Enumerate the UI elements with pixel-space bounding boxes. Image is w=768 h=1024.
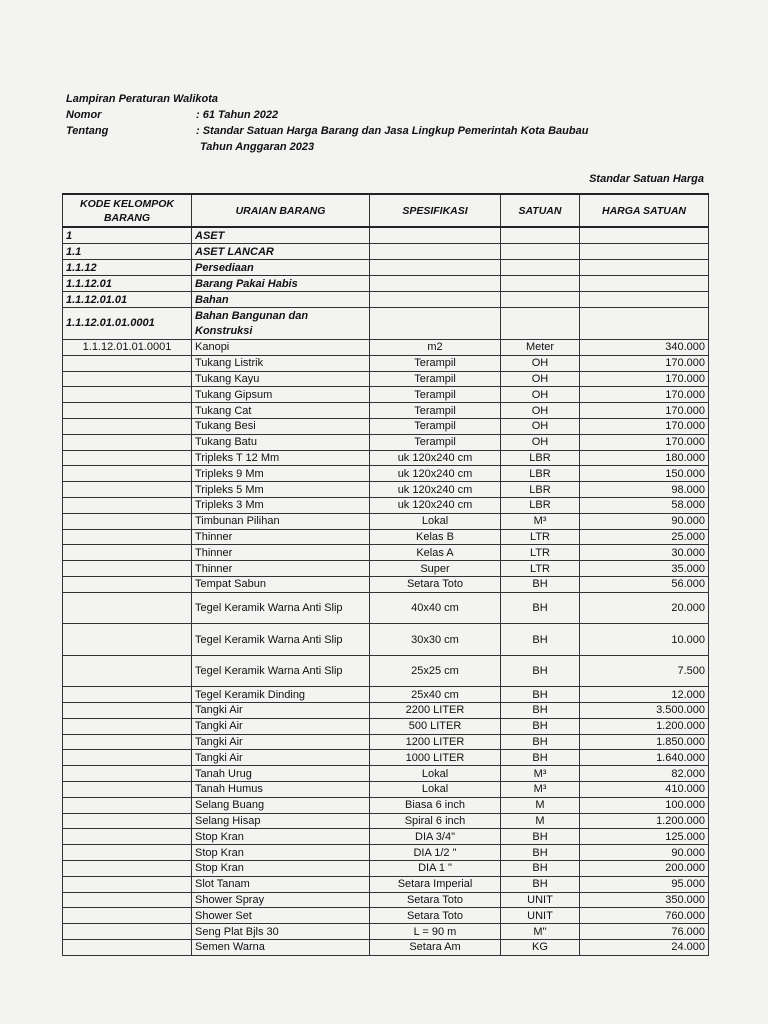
item-satuan: OH bbox=[501, 403, 580, 419]
item-uraian: Tangki Air bbox=[192, 703, 370, 719]
nomor-label: Nomor bbox=[66, 109, 102, 121]
item-uraian: Tegel Keramik Dinding bbox=[192, 687, 370, 703]
item-harga: 1.200.000 bbox=[580, 718, 709, 734]
item-spesifikasi: Setara Am bbox=[370, 940, 501, 956]
table-row bbox=[63, 766, 709, 782]
table-row bbox=[63, 434, 709, 450]
item-harga: 3.500.000 bbox=[580, 703, 709, 719]
item-harga: 200.000 bbox=[580, 861, 709, 877]
item-uraian: Seng Plat Bjls 30 bbox=[192, 924, 370, 940]
item-satuan: OH bbox=[501, 434, 580, 450]
tentang-value-2: Tahun Anggaran 2023 bbox=[200, 141, 315, 153]
group-kode: 1.1 bbox=[63, 244, 192, 260]
table-row bbox=[63, 513, 709, 529]
item-satuan: BH bbox=[501, 734, 580, 750]
item-kode bbox=[63, 482, 192, 498]
item-uraian: Stop Kran bbox=[192, 845, 370, 861]
item-spesifikasi: DIA 1/2 " bbox=[370, 845, 501, 861]
item-uraian: Tripleks 9 Mm bbox=[192, 466, 370, 482]
item-kode bbox=[63, 513, 192, 529]
item-satuan: BH bbox=[501, 687, 580, 703]
item-harga: 90.000 bbox=[580, 845, 709, 861]
table-row bbox=[63, 355, 709, 371]
item-spesifikasi: Biasa 6 inch bbox=[370, 797, 501, 813]
item-harga: 170.000 bbox=[580, 434, 709, 450]
item-uraian: Tukang Besi bbox=[192, 418, 370, 434]
header-line-tahun bbox=[66, 139, 588, 155]
table-row bbox=[63, 561, 709, 577]
table-row bbox=[63, 687, 709, 703]
item-spesifikasi: 25x40 cm bbox=[370, 687, 501, 703]
group-kode: 1.1.12.01 bbox=[63, 276, 192, 292]
item-harga: 1.850.000 bbox=[580, 734, 709, 750]
group-uraian: Bahan Bangunan dan Konstruksi bbox=[192, 308, 370, 340]
group-row bbox=[63, 227, 709, 244]
table-row bbox=[63, 813, 709, 829]
document-header bbox=[66, 91, 588, 155]
item-spesifikasi: Terampil bbox=[370, 387, 501, 403]
item-satuan: LBR bbox=[501, 466, 580, 482]
item-uraian: Tukang Batu bbox=[192, 434, 370, 450]
item-spesifikasi: Setara Imperial bbox=[370, 876, 501, 892]
table-header-row bbox=[63, 194, 709, 227]
item-satuan: BH bbox=[501, 576, 580, 592]
item-spesifikasi: 1200 LITER bbox=[370, 734, 501, 750]
item-kode bbox=[63, 924, 192, 940]
item-satuan: UNIT bbox=[501, 892, 580, 908]
table-row bbox=[63, 529, 709, 545]
item-spesifikasi: Lokal bbox=[370, 513, 501, 529]
table-row bbox=[63, 750, 709, 766]
group-uraian: Persediaan bbox=[192, 260, 370, 276]
item-uraian: Tripleks 3 Mm bbox=[192, 497, 370, 513]
item-spesifikasi: DIA 1 " bbox=[370, 861, 501, 877]
item-satuan: BH bbox=[501, 876, 580, 892]
item-spesifikasi: 1000 LITER bbox=[370, 750, 501, 766]
item-uraian: Timbunan Pilihan bbox=[192, 513, 370, 529]
item-uraian: Stop Kran bbox=[192, 861, 370, 877]
item-uraian: Thinner bbox=[192, 561, 370, 577]
item-spesifikasi: Setara Toto bbox=[370, 576, 501, 592]
item-kode bbox=[63, 403, 192, 419]
item-spesifikasi: uk 120x240 cm bbox=[370, 466, 501, 482]
item-spesifikasi: Terampil bbox=[370, 403, 501, 419]
table-row bbox=[63, 387, 709, 403]
item-satuan: BH bbox=[501, 655, 580, 687]
table-row bbox=[63, 403, 709, 419]
item-satuan: M³ bbox=[501, 782, 580, 798]
group-kode: 1.1.12.01.01 bbox=[63, 292, 192, 308]
group-uraian: ASET LANCAR bbox=[192, 244, 370, 260]
item-satuan: BH bbox=[501, 829, 580, 845]
item-kode bbox=[63, 450, 192, 466]
item-spesifikasi: Terampil bbox=[370, 355, 501, 371]
item-spesifikasi: Setara Toto bbox=[370, 908, 501, 924]
group-row bbox=[63, 308, 709, 340]
table-row bbox=[63, 797, 709, 813]
item-uraian: Tegel Keramik Warna Anti Slip bbox=[192, 592, 370, 624]
item-kode bbox=[63, 466, 192, 482]
item-satuan: BH bbox=[501, 845, 580, 861]
item-harga: 170.000 bbox=[580, 418, 709, 434]
table-row bbox=[63, 892, 709, 908]
table-row bbox=[63, 340, 709, 356]
item-uraian: Slot Tanam bbox=[192, 876, 370, 892]
table-row bbox=[63, 845, 709, 861]
item-spesifikasi: Super bbox=[370, 561, 501, 577]
tentang-value: : Standar Satuan Harga Barang dan Jasa Lingkup Pemerintah Kota Baubau bbox=[196, 125, 589, 137]
item-satuan: M bbox=[501, 813, 580, 829]
table-row bbox=[63, 371, 709, 387]
item-uraian: Tangki Air bbox=[192, 750, 370, 766]
header-lampiran-text: Lampiran Peraturan Walikota bbox=[66, 93, 219, 105]
item-satuan: BH bbox=[501, 718, 580, 734]
item-spesifikasi: Spiral 6 inch bbox=[370, 813, 501, 829]
group-uraian: Bahan bbox=[192, 292, 370, 308]
item-kode bbox=[63, 703, 192, 719]
item-harga: 56.000 bbox=[580, 576, 709, 592]
item-harga: 150.000 bbox=[580, 466, 709, 482]
item-spesifikasi: 2200 LITER bbox=[370, 703, 501, 719]
table-row bbox=[63, 576, 709, 592]
item-kode bbox=[63, 418, 192, 434]
item-satuan: BH bbox=[501, 750, 580, 766]
nomor-value: : 61 Tahun 2022 bbox=[196, 109, 279, 121]
item-spesifikasi: Lokal bbox=[370, 782, 501, 798]
item-satuan: BH bbox=[501, 624, 580, 656]
tentang-label: Tentang bbox=[66, 125, 109, 137]
item-spesifikasi: uk 120x240 cm bbox=[370, 482, 501, 498]
item-satuan: LBR bbox=[501, 497, 580, 513]
price-table bbox=[62, 193, 709, 956]
item-kode: 1.1.12.01.01.0001 bbox=[63, 340, 192, 356]
item-satuan: LBR bbox=[501, 482, 580, 498]
table-row bbox=[63, 718, 709, 734]
item-uraian: Selang Buang bbox=[192, 797, 370, 813]
table-row bbox=[63, 497, 709, 513]
item-harga: 58.000 bbox=[580, 497, 709, 513]
item-harga: 170.000 bbox=[580, 387, 709, 403]
item-satuan: M bbox=[501, 797, 580, 813]
item-harga: 30.000 bbox=[580, 545, 709, 561]
item-satuan: M'' bbox=[501, 924, 580, 940]
item-satuan: OH bbox=[501, 418, 580, 434]
item-kode bbox=[63, 908, 192, 924]
item-spesifikasi: DIA 3/4" bbox=[370, 829, 501, 845]
header-line-nomor bbox=[66, 107, 588, 123]
col-header-satuan: SATUAN bbox=[501, 194, 580, 227]
item-spesifikasi: uk 120x240 cm bbox=[370, 450, 501, 466]
item-kode bbox=[63, 387, 192, 403]
item-kode bbox=[63, 545, 192, 561]
item-kode bbox=[63, 529, 192, 545]
item-uraian: Tangki Air bbox=[192, 734, 370, 750]
col-header-harga: HARGA SATUAN bbox=[580, 194, 709, 227]
item-uraian: Tanah Humus bbox=[192, 782, 370, 798]
item-kode bbox=[63, 876, 192, 892]
item-spesifikasi: Lokal bbox=[370, 766, 501, 782]
table-row bbox=[63, 876, 709, 892]
item-harga: 24.000 bbox=[580, 940, 709, 956]
item-kode bbox=[63, 845, 192, 861]
item-harga: 25.000 bbox=[580, 529, 709, 545]
item-uraian: Kanopi bbox=[192, 340, 370, 356]
item-satuan: OH bbox=[501, 371, 580, 387]
item-uraian: Tempat Sabun bbox=[192, 576, 370, 592]
item-harga: 12.000 bbox=[580, 687, 709, 703]
item-spesifikasi: m2 bbox=[370, 340, 501, 356]
item-spesifikasi: L = 90 m bbox=[370, 924, 501, 940]
item-uraian: Semen Warna bbox=[192, 940, 370, 956]
item-kode bbox=[63, 892, 192, 908]
group-kode: 1.1.12 bbox=[63, 260, 192, 276]
item-spesifikasi: Terampil bbox=[370, 371, 501, 387]
item-uraian: Selang Hisap bbox=[192, 813, 370, 829]
item-spesifikasi: uk 120x240 cm bbox=[370, 497, 501, 513]
item-satuan: BH bbox=[501, 592, 580, 624]
item-spesifikasi: Terampil bbox=[370, 418, 501, 434]
item-kode bbox=[63, 829, 192, 845]
item-spesifikasi: Terampil bbox=[370, 434, 501, 450]
item-harga: 1.640.000 bbox=[580, 750, 709, 766]
col-header-spesifikasi: SPESIFIKASI bbox=[370, 194, 501, 227]
table-row bbox=[63, 908, 709, 924]
item-harga: 7.500 bbox=[580, 655, 709, 687]
item-uraian: Shower Spray bbox=[192, 892, 370, 908]
item-harga: 82.000 bbox=[580, 766, 709, 782]
item-kode bbox=[63, 734, 192, 750]
item-satuan: LTR bbox=[501, 545, 580, 561]
table-row bbox=[63, 734, 709, 750]
table-row bbox=[63, 861, 709, 877]
item-uraian: Tegel Keramik Warna Anti Slip bbox=[192, 655, 370, 687]
item-uraian: Tripleks 5 Mm bbox=[192, 482, 370, 498]
item-satuan: OH bbox=[501, 387, 580, 403]
item-harga: 90.000 bbox=[580, 513, 709, 529]
item-satuan: LBR bbox=[501, 450, 580, 466]
group-row bbox=[63, 260, 709, 276]
item-spesifikasi: Kelas B bbox=[370, 529, 501, 545]
item-harga: 76.000 bbox=[580, 924, 709, 940]
item-kode bbox=[63, 624, 192, 656]
item-harga: 170.000 bbox=[580, 371, 709, 387]
table-row bbox=[63, 624, 709, 656]
item-uraian: Tanah Urug bbox=[192, 766, 370, 782]
item-satuan: BH bbox=[501, 703, 580, 719]
item-spesifikasi: 25x25 cm bbox=[370, 655, 501, 687]
header-line-tentang bbox=[66, 123, 588, 139]
table-row bbox=[63, 655, 709, 687]
item-spesifikasi: Kelas A bbox=[370, 545, 501, 561]
table-row bbox=[63, 940, 709, 956]
item-harga: 170.000 bbox=[580, 355, 709, 371]
table-row bbox=[63, 450, 709, 466]
item-satuan: LTR bbox=[501, 561, 580, 577]
table-row bbox=[63, 829, 709, 845]
item-kode bbox=[63, 497, 192, 513]
item-harga: 760.000 bbox=[580, 908, 709, 924]
table-row bbox=[63, 924, 709, 940]
item-satuan: LTR bbox=[501, 529, 580, 545]
item-uraian: Tukang Cat bbox=[192, 403, 370, 419]
item-kode bbox=[63, 655, 192, 687]
item-harga: 98.000 bbox=[580, 482, 709, 498]
group-kode: 1 bbox=[63, 227, 192, 244]
table-row bbox=[63, 482, 709, 498]
col-header-uraian: URAIAN BARANG bbox=[192, 194, 370, 227]
item-satuan: Meter bbox=[501, 340, 580, 356]
item-uraian: Tukang Kayu bbox=[192, 371, 370, 387]
item-spesifikasi: Setara Toto bbox=[370, 892, 501, 908]
item-uraian: Thinner bbox=[192, 545, 370, 561]
item-harga: 35.000 bbox=[580, 561, 709, 577]
item-kode bbox=[63, 371, 192, 387]
col-header-kode: KODE KELOMPOK BARANG bbox=[63, 194, 192, 227]
group-uraian: Barang Pakai Habis bbox=[192, 276, 370, 292]
item-satuan: M³ bbox=[501, 513, 580, 529]
item-harga: 340.000 bbox=[580, 340, 709, 356]
item-harga: 95.000 bbox=[580, 876, 709, 892]
group-row bbox=[63, 292, 709, 308]
item-kode bbox=[63, 355, 192, 371]
item-kode bbox=[63, 750, 192, 766]
item-harga: 410.000 bbox=[580, 782, 709, 798]
item-satuan: KG bbox=[501, 940, 580, 956]
item-satuan: OH bbox=[501, 355, 580, 371]
table-row bbox=[63, 782, 709, 798]
item-kode bbox=[63, 782, 192, 798]
item-satuan: BH bbox=[501, 861, 580, 877]
item-kode bbox=[63, 861, 192, 877]
item-spesifikasi: 30x30 cm bbox=[370, 624, 501, 656]
item-uraian: Thinner bbox=[192, 529, 370, 545]
item-satuan: UNIT bbox=[501, 908, 580, 924]
item-kode bbox=[63, 434, 192, 450]
item-uraian: Tangki Air bbox=[192, 718, 370, 734]
item-harga: 350.000 bbox=[580, 892, 709, 908]
item-kode bbox=[63, 561, 192, 577]
item-uraian: Shower Set bbox=[192, 908, 370, 924]
item-spesifikasi: 500 LITER bbox=[370, 718, 501, 734]
item-kode bbox=[63, 687, 192, 703]
item-harga: 170.000 bbox=[580, 403, 709, 419]
group-kode: 1.1.12.01.01.0001 bbox=[63, 308, 192, 340]
table-row bbox=[63, 418, 709, 434]
item-uraian: Tripleks T 12 Mm bbox=[192, 450, 370, 466]
item-kode bbox=[63, 813, 192, 829]
item-harga: 180.000 bbox=[580, 450, 709, 466]
item-satuan: M³ bbox=[501, 766, 580, 782]
document-title: Standar Satuan Harga bbox=[589, 173, 704, 185]
item-uraian: Tukang Gipsum bbox=[192, 387, 370, 403]
item-kode bbox=[63, 592, 192, 624]
item-kode bbox=[63, 797, 192, 813]
item-uraian: Tegel Keramik Warna Anti Slip bbox=[192, 624, 370, 656]
table-row bbox=[63, 545, 709, 561]
table-body bbox=[63, 227, 709, 955]
item-spesifikasi: 40x40 cm bbox=[370, 592, 501, 624]
header-line-lampiran bbox=[66, 91, 588, 107]
table-row bbox=[63, 466, 709, 482]
group-row bbox=[63, 276, 709, 292]
item-uraian: Stop Kran bbox=[192, 829, 370, 845]
item-harga: 100.000 bbox=[580, 797, 709, 813]
item-harga: 1.200.000 bbox=[580, 813, 709, 829]
group-uraian: ASET bbox=[192, 227, 370, 244]
item-kode bbox=[63, 576, 192, 592]
item-uraian: Tukang Listrik bbox=[192, 355, 370, 371]
table-row bbox=[63, 592, 709, 624]
item-harga: 20.000 bbox=[580, 592, 709, 624]
table-row bbox=[63, 703, 709, 719]
item-kode bbox=[63, 718, 192, 734]
item-kode bbox=[63, 940, 192, 956]
group-row bbox=[63, 244, 709, 260]
item-harga: 10.000 bbox=[580, 624, 709, 656]
item-harga: 125.000 bbox=[580, 829, 709, 845]
item-kode bbox=[63, 766, 192, 782]
